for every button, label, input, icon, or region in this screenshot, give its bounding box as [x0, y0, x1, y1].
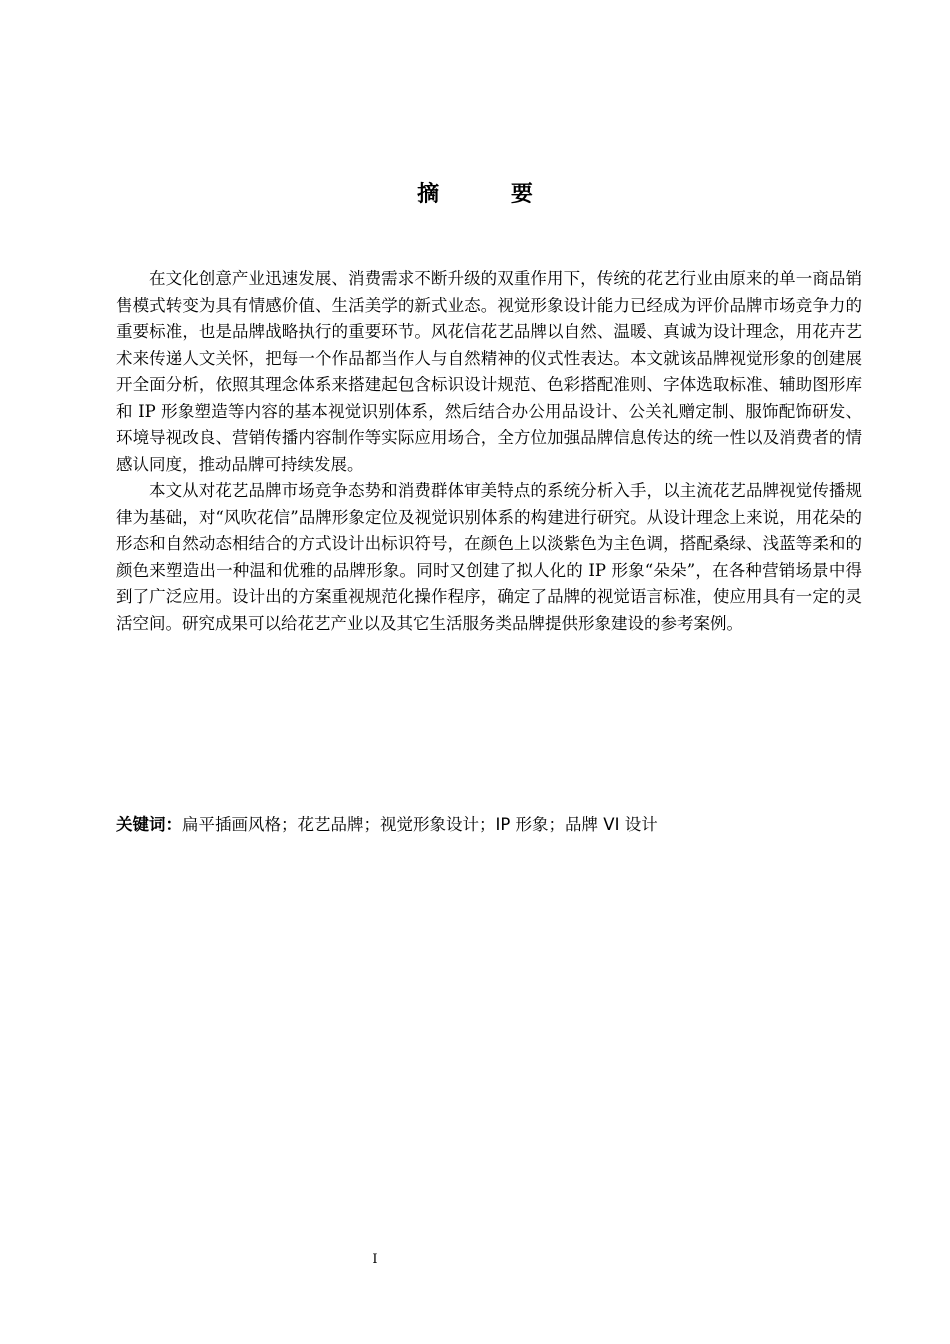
page-title: 摘 要 — [417, 182, 565, 207]
abstract-paragraph-2: 本文从对花艺品牌市场竞争态势和消费群体审美特点的系统分析入手，以主流花艺品牌视觉传播规律为基础，对“风吹花信”品牌形象定位及视觉识别体系的构建进行研究。从设计理念上来说，用花朵的形态和自然动态相结合的方式设计出标识符号，在颜色上以淡紫色为主色调，搭配桑绿、浅蓝等柔和的颜色来塑造出一种温和优雅的品牌形象。同时又创建了拟人化的 IP 形象“朵朵”，在各种营销场景中得到了广泛应用。设计出的方案重视规范化操作程序，确定了品牌的视觉语言标准，使应用具有一定的灵活空间。研究成果可以给花艺产业以及其它生活服务类品牌提供形象建设的参考案例。 — [116, 481, 862, 633]
abstract-body — [116, 266, 862, 637]
page-number: I — [372, 1252, 378, 1267]
keywords-line — [116, 812, 862, 838]
abstract-paragraph-1: 在文化创意产业迅速发展、消费需求不断升级的双重作用下，传统的花艺行业由原来的单一商品销售模式转变为具有情感价值、生活美学的新式业态。视觉形象设计能力已经成为评价品牌市场竞争力的重要标准，也是品牌战略执行的重要环节。风花信花艺品牌以自然、温暖、真诚为设计理念，用花卉艺术来传递人文关怀，把每一个作品都当作人与自然精神的仪式性表达。本文就该品牌视觉形象的创建展开全面分析，依照其理念体系来搭建起包含标识设计规范、色彩搭配准则、字体选取标准、辅助图形库和 IP 形象塑造等内容的基本视觉识别体系，然后结合办公用品设计、公关礼赠定制、服饰配饰研发、环境导视改良、营销传播内容制作等实际应用场合，全方位加强品牌信息传达的统一性以及消费者的情感认同度，推动品牌可持续发展。 — [116, 269, 862, 474]
keywords-text: 扁平插画风格；花艺品牌；视觉形象设计；IP 形象；品牌 VI 设计 — [182, 815, 658, 834]
keywords-label: 关键词： — [116, 815, 182, 834]
